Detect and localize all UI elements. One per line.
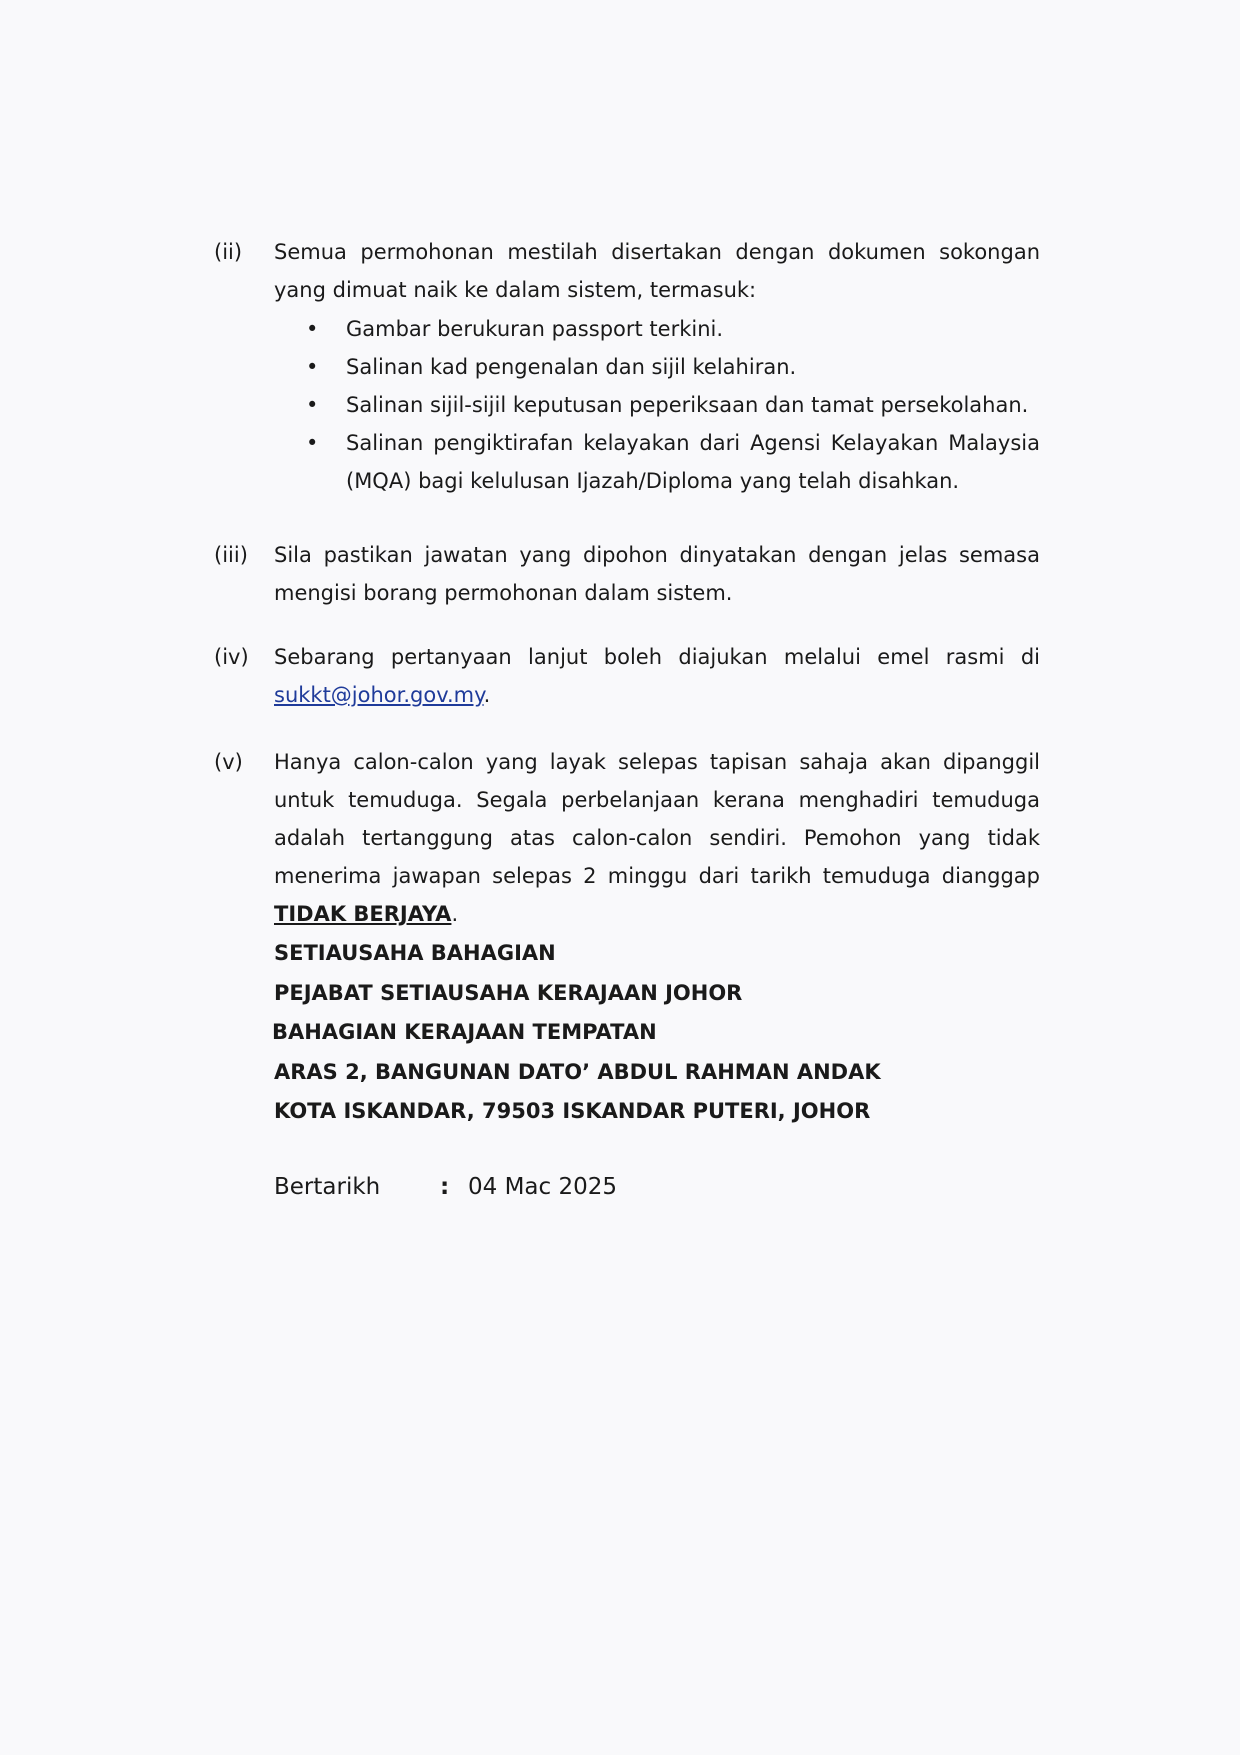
date-label: Bertarikh bbox=[274, 1174, 381, 1200]
item-marker: (iii) bbox=[214, 543, 248, 567]
email-link[interactable]: sukkt@johor.gov.my bbox=[274, 683, 484, 707]
item-text: Hanya calon-calon yang layak selepas tapisan sahaja akan dipanggil untuk temuduga. Segala perbelanjaan kerana menghadiri temuduga adalah tertanggung atas calon-calon sendiri. Pemohon yang tidak menerima jawapan selepas 2 minggu dari tarikh temuduga dianggap TIDAK BERJAYA. bbox=[274, 750, 1040, 926]
list-item: • Gambar berukuran passport terkini. bbox=[306, 310, 1040, 348]
address-line: PEJABAT SETIAUSAHA KERAJAAN JOHOR bbox=[274, 980, 743, 1005]
date-separator: : bbox=[440, 1174, 450, 1200]
item-marker: (ii) bbox=[214, 240, 243, 264]
email-line: sukkt@johor.gov.my. bbox=[274, 683, 491, 707]
list-item: • Salinan kad pengenalan dan sijil kelahiran. bbox=[306, 348, 1040, 386]
address-line: SETIAUSAHA BAHAGIAN bbox=[274, 941, 556, 965]
item-text: Sebarang pertanyaan lanjut boleh diajukan melalui emel rasmi di bbox=[274, 645, 1040, 669]
address-line: ARAS 2, BANGUNAN DATO’ ABDUL RAHMAN ANDAK bbox=[274, 1059, 881, 1084]
item-text: Semua permohonan mestilah disertakan dengan dokumen sokongan yang dimuat naik ke dalam sistem, termasuk: bbox=[274, 240, 1040, 302]
list-item: • Salinan pengiktirafan kelayakan dari Agensi Kelayakan Malaysia (MQA) bagi kelulusan Ijazah/Diploma yang telah disahkan. bbox=[306, 424, 1040, 500]
bullet-icon: • bbox=[306, 393, 319, 417]
item-marker: (v) bbox=[214, 750, 243, 774]
address-line: BAHAGIAN KERAJAAN TEMPATAN bbox=[272, 1020, 657, 1044]
bullet-icon: • bbox=[306, 317, 319, 341]
address-line: KOTA ISKANDAR, 79503 ISKANDAR PUTERI, JOHOR bbox=[274, 1099, 871, 1123]
address-block bbox=[274, 934, 974, 1132]
bullet-icon: • bbox=[306, 355, 319, 379]
list-item: • Salinan sijil-sijil keputusan peperiksaan dan tamat persekolahan. bbox=[306, 386, 1040, 424]
item-marker: (iv) bbox=[214, 645, 249, 669]
document-list bbox=[306, 310, 1040, 500]
item-text: Sila pastikan jawatan yang dipohon dinyatakan dengan jelas semasa mengisi borang permohonan dalam sistem. bbox=[274, 543, 1040, 605]
bullet-icon: • bbox=[306, 431, 319, 455]
emphasis-text: TIDAK BERJAYA bbox=[274, 902, 452, 926]
date-value: 04 Mac 2025 bbox=[468, 1174, 618, 1200]
